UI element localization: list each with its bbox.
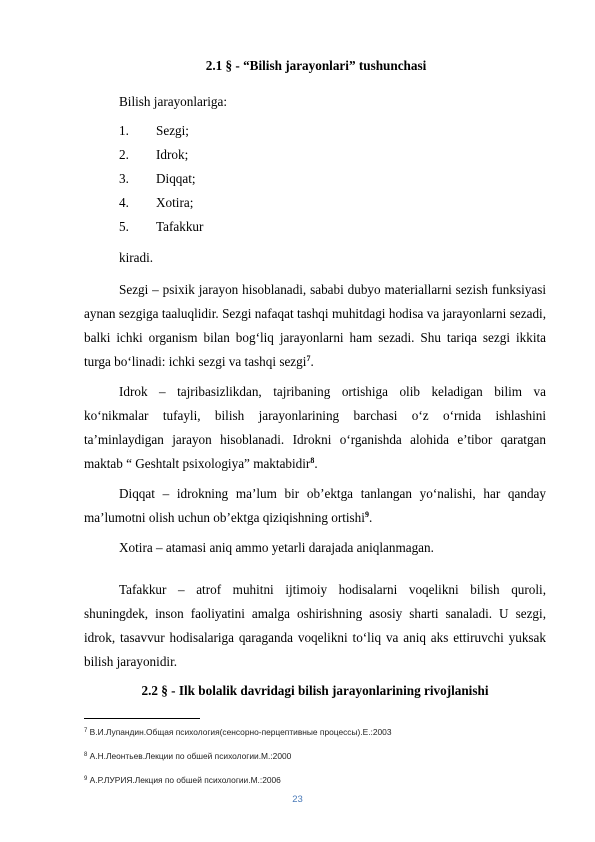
footnote-number: 9 (84, 776, 88, 782)
list-number: 2. (119, 147, 129, 162)
footnote-number: 7 (84, 728, 88, 734)
paragraph-diqqat (84, 482, 546, 530)
paragraph-end: . (310, 354, 314, 369)
paragraph-end: . (368, 510, 373, 525)
kiradi-text: kiradi. (119, 250, 154, 265)
paragraph-text: Sezgi – psixik jarayon hisoblanadi, sababi dubyo materiallarni sezish funksiyasi aynan sezgiga taaluqlidir. Sezgi nafaqat tashqi muhitdagi hodisa va jarayonlarni sezadi, balki ichki organism bilan bog‘liq jarayonlarni ham sezadi. Shu tariqa sezgi ikkita turga bo‘linadi: ichki sezgi va tashqi sezgi (84, 282, 546, 369)
list-number: 3. (119, 171, 129, 186)
footnote-text: В.И.Лупандин.Общая психология(сенсорно-перцептивные процессы).Е.:2003 (87, 727, 392, 737)
intro-text: Bilish jarayonlariga: (119, 94, 228, 109)
paragraph-tafakkur (84, 578, 546, 674)
list-text: Sezgi; (156, 123, 189, 138)
paragraph-end: . (314, 456, 318, 471)
footnote-ref: 7 (306, 354, 311, 363)
list-text: Diqqat; (156, 171, 196, 186)
paragraph-text: Xotira – atamasi aniq ammo yetarli darajada aniqlanmagan. (119, 540, 434, 555)
list-text: Xotira; (156, 195, 194, 210)
paragraph-text: Tafakkur – atrof muhitni ijtimoiy hodisalarni voqelikni bilish quroli, shuningdek, inson faoliyatini amalga oshirishning asosiy sharti sanaladi. U sezgi, idrok, tasavvur hodisalariga qaraganda voqelikni to‘liq va aniq aks ettiruvchi yuksak bilish jarayonidir. (84, 582, 546, 669)
list-text: Tafakkur (156, 219, 204, 234)
footnote-divider (84, 718, 200, 719)
section-title: 2.1 § - “Bilish jarayonlari” tushunchasi (205, 58, 427, 73)
footnote-number: 8 (84, 752, 88, 758)
paragraph-idrok (84, 380, 546, 476)
footnote (84, 726, 392, 738)
paragraph-text: Diqqat – idrokning ma’lum bir ob’ektga tanlangan yo‘nalishi, har qanday ma’lumotni olish uchun ob’ektga qiziqishning ortishi (84, 486, 546, 525)
paragraph-text: Idrok – tajribasizlikdan, tajribaning ortishiga olib keladigan bilim va ko‘nikmalar tufayli, bilish jarayonlarining barchasi o‘z o‘rnida ishlashini ta’minlaydigan jarayon hisoblanadi. Idrokni o‘rganishda alohida e’tibor qaratgan maktab “ Geshtalt psixologiya” maktabidir (84, 384, 546, 471)
list-text: Idrok; (156, 147, 189, 162)
paragraph-sezgi (84, 278, 546, 374)
footnote (84, 750, 291, 762)
list-number: 1. (119, 123, 129, 138)
footnote (84, 774, 281, 786)
list-number: 5. (119, 219, 129, 234)
footnote-text: А.Р.ЛУРИЯ.Лекция по обшей психологии.М.:2006 (87, 775, 281, 785)
footnote-ref: 9 (364, 510, 369, 519)
subsection-title: 2.2 § - Ilk bolalik davridagi bilish jarayonlarining rivojlanishi (141, 683, 489, 698)
footnote-ref: 8 (310, 456, 315, 465)
footnote-text: А.Н.Леонтьев.Лекции по обшей психологии.М.:2000 (87, 751, 292, 761)
page-number: 23 (292, 794, 303, 805)
list-number: 4. (119, 195, 129, 210)
paragraph-xotira (84, 536, 546, 560)
